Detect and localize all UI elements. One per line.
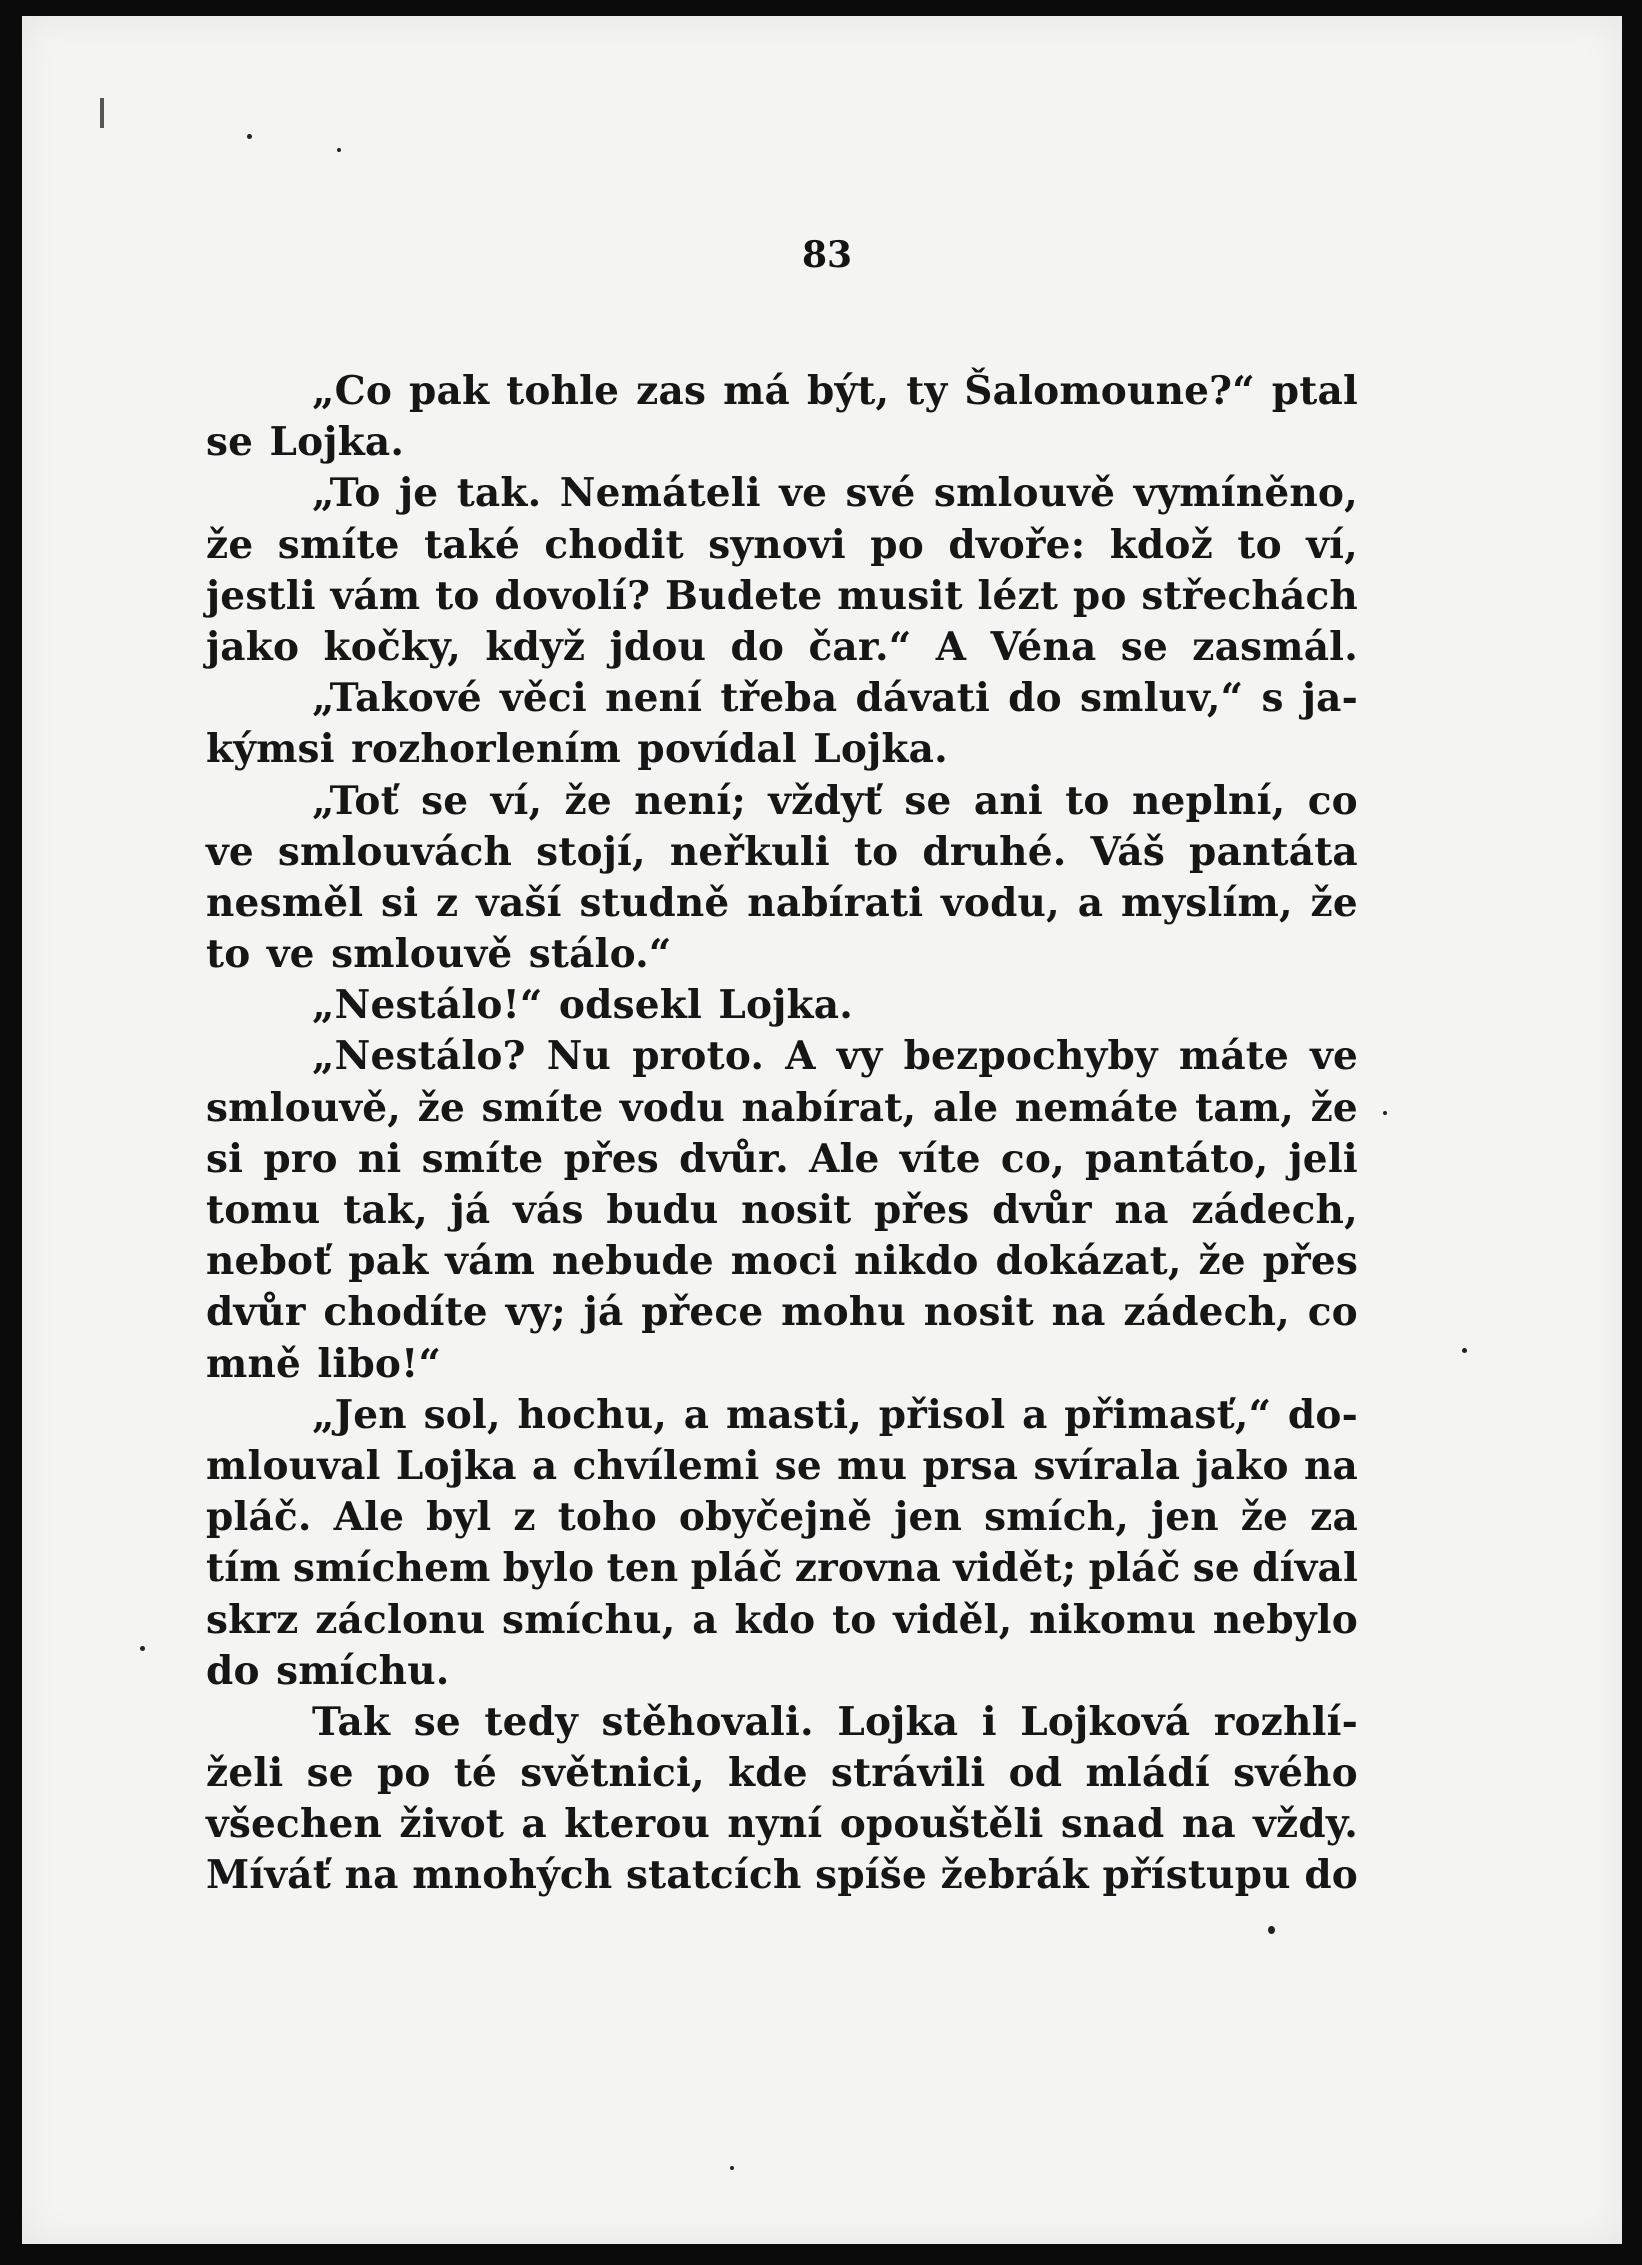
speck	[730, 2166, 734, 2170]
speck	[337, 148, 341, 152]
text-line: tím smíchem bylo ten pláč zrovna vidět; pláč se díval	[206, 1545, 1358, 1592]
text-line: Tak se tedy stěhovali. Lojka i Lojková rozhlí-	[312, 1698, 1358, 1745]
text-line: jestli vám to dovolí? Budete musit lézt po střechách	[206, 572, 1358, 619]
text-line: „Jen sol, hochu, a masti, přisol a přimasť,“ do-	[312, 1391, 1358, 1438]
text-line: „Takové věci není třeba dávati do smluv,“ s ja-	[312, 675, 1358, 722]
text-line: všechen život a kterou nyní opouštěli snad na vždy.	[206, 1801, 1358, 1848]
text-line: jako kočky, když jdou do čar.“ A Véna se zasmál.	[206, 623, 1358, 670]
text-line: kýmsi rozhorlením povídal Lojka.	[206, 726, 948, 773]
text-line: „Nestálo? Nu proto. A vy bezpochyby máte ve	[312, 1033, 1358, 1080]
text-line: se Lojka.	[206, 419, 405, 466]
page-number: 83	[801, 234, 853, 276]
text-line: mně libo!“	[206, 1340, 442, 1387]
speck	[1383, 1111, 1387, 1115]
text-line: nesměl si z vaší studně nabírati vodu, a myslím, že	[206, 879, 1358, 926]
text-line: skrz záclonu smíchu, a kdo to viděl, nikomu nebylo	[206, 1596, 1358, 1643]
text-line: mlouval Lojka a chvílemi se mu prsa svírala jako na	[206, 1442, 1358, 1489]
text-line: si pro ni smíte přes dvůr. Ale víte co, pantáto, jeli	[206, 1135, 1358, 1182]
text-line: „Nestálo!“ odsekl Lojka.	[312, 982, 853, 1029]
text-line: že smíte také chodit synovi po dvoře: kdož to ví,	[206, 521, 1358, 568]
text-line: pláč. Ale byl z toho obyčejně jen smích, jen že za	[206, 1494, 1358, 1541]
body-text	[206, 366, 1358, 1902]
text-line: tomu tak, já vás budu nosit přes dvůr na zádech,	[206, 1187, 1358, 1233]
text-line: to ve smlouvě stálo.“	[206, 931, 672, 978]
text-line: dvůr chodíte vy; já přece mohu nosit na zádech, co	[206, 1289, 1358, 1336]
text-line: do smíchu.	[206, 1647, 450, 1694]
speck	[140, 1646, 145, 1651]
text-line: „Toť se ví, že není; vždyť se ani to neplní, co	[312, 777, 1358, 824]
speck	[1268, 1926, 1275, 1934]
speck	[1462, 1348, 1467, 1353]
text-line: smlouvě, že smíte vodu nabírat, ale nemáte tam, že	[206, 1084, 1358, 1131]
text-line: Míváť na mnohých statcích spíše žebrák přístupu do	[206, 1852, 1358, 1899]
book-page	[22, 16, 1622, 2244]
scan-edge-mark	[100, 98, 104, 128]
text-line: „Co pak tohle zas má být, ty Šalomoune?“ ptal	[312, 368, 1358, 414]
text-line: „To je tak. Nemáteli ve své smlouvě vymíněno,	[312, 470, 1358, 517]
text-line: ve smlouvách stojí, neřkuli to druhé. Váš pantáta	[206, 828, 1358, 875]
text-line: želi se po té světnici, kde strávili od mládí svého	[206, 1750, 1358, 1797]
text-line: neboť pak vám nebude moci nikdo dokázat, že přes	[206, 1238, 1358, 1285]
speck	[247, 134, 252, 139]
